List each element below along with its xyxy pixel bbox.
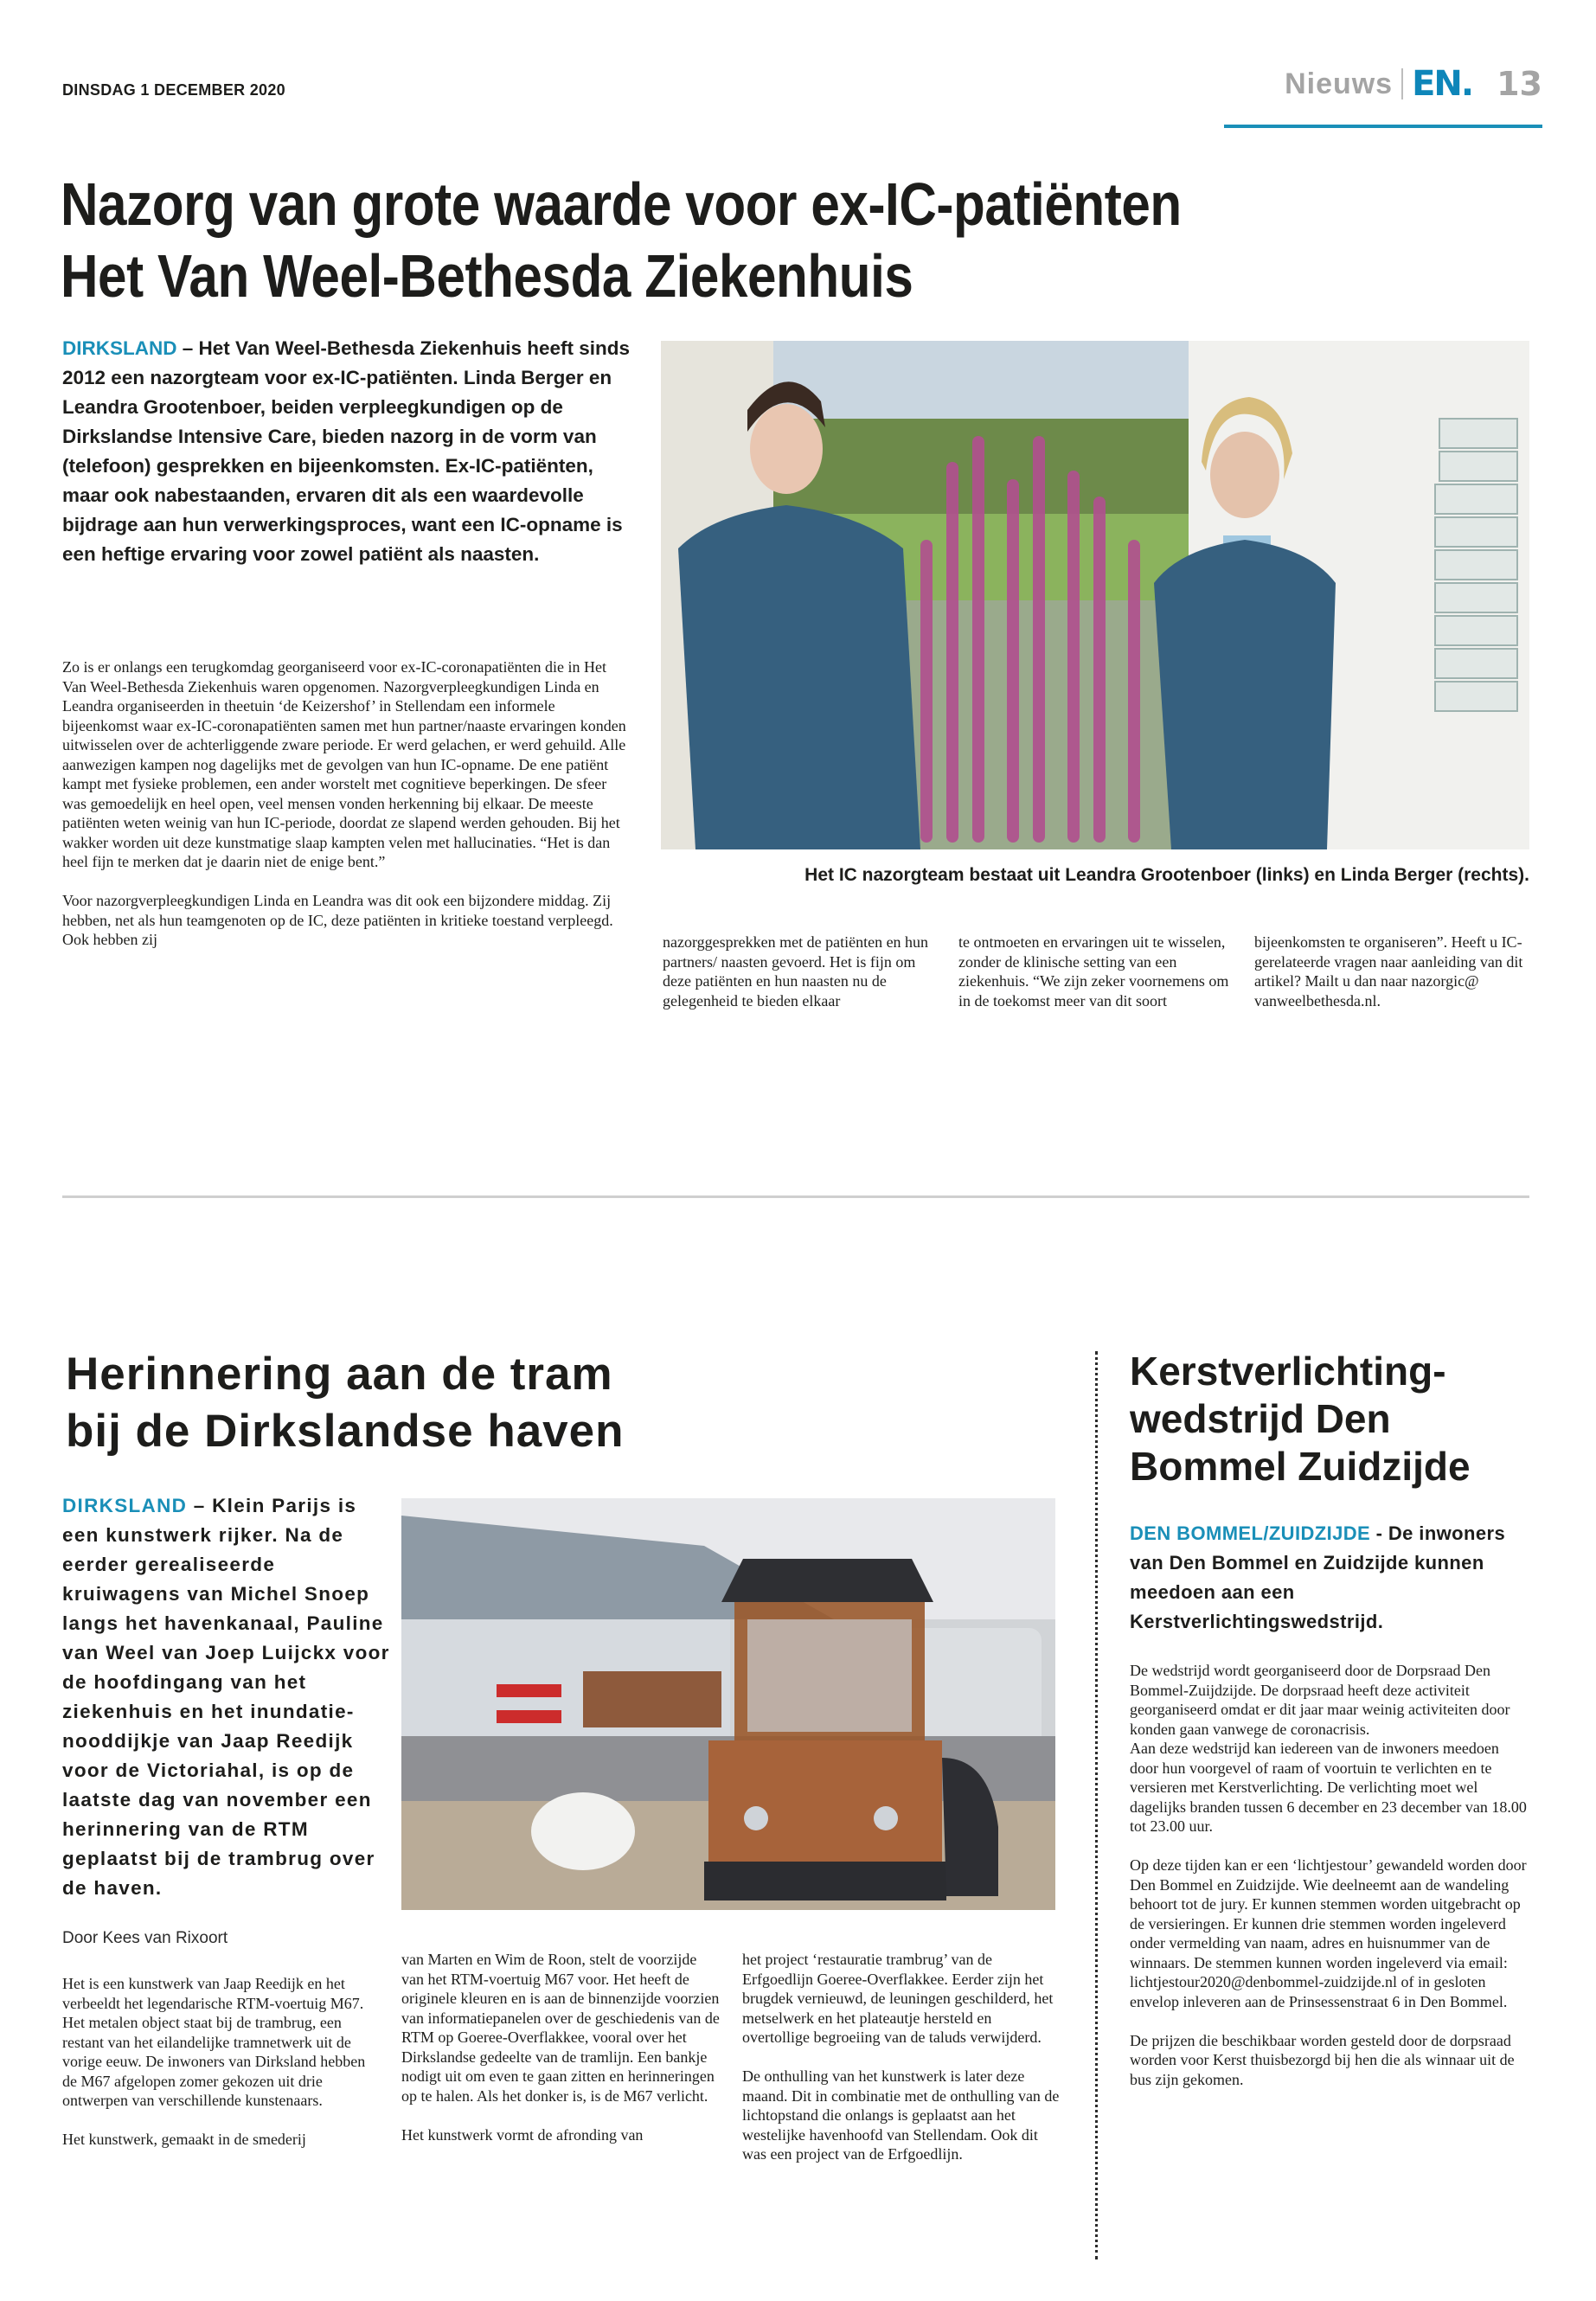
column-divider: [1095, 1351, 1098, 2259]
article2-body-col3: het project ‘restauratie trambrug’ van de Erfgoedlijn Goeree-Overflakkee. Eerder zijn het brugdek vernieuwd, de leuningen geschilderd, het metselwerk en het plateautje hersteld en overtollige begroeiing van de taluds verwijderd. De onthulling van het kunstwerk is later deze maand. Dit in combinatie met de onthulling van de lichtopstand die onlangs is geplaatst aan het westelijke havenhoofd van Stellendam. Ook dit was een project van de Erfgoedlijn.: [742, 1951, 1060, 2163]
article1-headline: Nazorg van grote waarde voor ex-IC-patiënten Het Van Weel-Bethesda Ziekenhuis: [61, 170, 1182, 310]
section-divider: [62, 1195, 1529, 1198]
dateline: DIRKSLAND: [62, 337, 177, 359]
article3-body: De wedstrijd wordt georganiseerd door de Dorpsraad Den Bommel-Zuijdzijde. De dorpsraad heeft deze activiteit georganiseerd omdat er dit jaar maar weinig activiteiten door konden gaan vanwege de coronacrisis. Aan deze wedstrijd kan iedereen van de inwoners meedoen door hun voorgevel of raam of voortuin te verlichten en te versieren met Kerstverlichting. De verlichting moet wel dagelijks branden tussen 6 december en 23 december van 18.00 tot 23.00 uur. Op deze tijden kan er een ‘lichtjestour’ gewandeld worden door Den Bommel en Zuidzijde. Wie deelneemt aan de wandeling behoort tot de jury. Er kunnen stemmen worden uitgebracht op de versieringen. Er kunnen drie stemmen worden ingeleverd onder vermelding van naam, adres en huisnummer van de winnaars. De stemmen kunnen worden ingeleverd via email: lichtjestour2020@denbommel-zuidzijde.nl of in gesloten envelop inleveren aan de Prinsessenstraat 6 in Den Bommel. De prijzen die beschikbaar worden gesteld door de dorpsraad worden voor Kerst thuisbezorgd bij hen die als winnaar uit de bus zijn gekomen.: [1130, 1662, 1527, 2088]
article2-headline: Herinnering aan de tram bij de Dirkslandse haven: [66, 1349, 625, 1457]
masthead: [1285, 64, 1542, 104]
masthead-separator: [1401, 68, 1403, 99]
photo-caption: Het IC nazorgteam bestaat uit Leandra Grootenboer (links) en Linda Berger (rechts).: [804, 865, 1529, 885]
issue-date: DINSDAG 1 DECEMBER 2020: [62, 81, 285, 99]
article3-headline: Kerstverlichting-wedstrijd Den Bommel Zuidzijde: [1130, 1349, 1471, 1489]
article2-lead: DIRKSLAND – Klein Parijs is een kunstwerk rijker. Na de eerder gerealiseerde kruiwagens van Michel Snoep langs het havenkanaal, Pauline van Weel van Joep Luijckx voor de hoofdingang van het ziekenhuis en het inundatie-nooddijkje van Jaap Reedijk voor de Victoriahal, is op de laatste dag van november een herinnering van de RTM geplaatst bij de trambrug over de haven.: [62, 1495, 390, 1899]
section-label: Nieuws: [1285, 67, 1394, 100]
page-number: 13: [1497, 65, 1542, 103]
dateline: DEN BOMMEL/ZUIDZIJDE: [1130, 1522, 1371, 1544]
article1-body-col1: Zo is er onlangs een terugkomdag georganiseerd voor ex-IC-coronapatiënten die in Het Van Weel-Bethesda Ziekenhuis waren opgenomen. Nazorgverpleegkundigen Linda en Leandra organiseerden in theetuin ‘de Keizershof’ in Stellendam een informele bijeenkomst waar ex-IC-coronapatiënten samen met hun partner/naaste ervaringen konden uitwisselen over de achterliggende zware periode. Er werd gelachen, er werd gehuild. Alle aanwezigen kampen nog dagelijks met de gevolgen van hun IC-opname. De ene patiënt kampt met fysieke problemen, een ander worstelt met cognitieve beperkingen. De sfeer was gemoedelijk en heel open, veel mensen vonden herkenning bij elkaar. De meeste patiënten weten weinig van hun IC-periode, doordat ze slapend werden gehouden. Bij het wakker worden uit deze kunstmatige slaap kampten velen met hallucinaties. “Het is dan heel fijn te merken dat je daarin niet de enige bent.” Voor nazorgverpleegkundigen Linda en Leandra was dit ook een bijzondere middag. Zij hebben, net als hun teamgenoten op de IC, deze patiënten in kritieke toestand verpleegd. Ook hebben zij: [62, 658, 626, 948]
dateline: DIRKSLAND: [62, 1495, 188, 1516]
nurses-photo: [661, 341, 1529, 849]
article1-lead: DIRKSLAND – Het Van Weel-Bethesda Ziekenhuis heeft sinds 2012 een nazorgteam voor ex-IC-patiënten. Linda Berger en Leandra Grootenboer, beiden verpleegkundigen op de Dirkslandse Intensive Care, bieden nazorg in de vorm van (telefoon) gesprekken en bijeenkomsten. Ex-IC-patiënten, maar ook nabestaanden, ervaren dit als een waardevolle bijdrage aan hun verwerkingsproces, want een IC-opname is een heftige ervaring voor zowel patiënt als naasten.: [62, 337, 630, 565]
tram-artwork-photo: [401, 1498, 1055, 1910]
article3-lead: DEN BOMMEL/ZUIDZIJDE - De inwoners van Den Bommel en Zuidzijde kunnen meedoen aan een Kerstverlichtingswedstrijd.: [1130, 1522, 1506, 1632]
article1-body-col4: bijeenkomsten te organiseren”. Heeft u IC-gerelateerde vragen naar aanleiding van dit artikel? Mailt u dan naar nazorgic@ vanweelbethesda.nl.: [1254, 933, 1523, 1009]
header-rule: [1224, 125, 1542, 128]
article1-body-col3: te ontmoeten en ervaringen uit te wisselen, zonder de klinische setting van een ziekenhuis. “We zijn zeker voornemens om in de toekomst meer van dit soort: [958, 933, 1229, 1009]
article2-body-col2: van Marten en Wim de Roon, stelt de voorzijde van het RTM-voertuig M67 voor. Het heeft de originele kleuren en is aan de binnenzijde voorzien van informatiepanelen over de geschiedenis van de RTM op Goeree-Overflakkee, vooral over het Dirkslandse gedeelte van de tramlijn. Een bankje nodigt uit om even te gaan zitten en herinneringen op te halen. Als het donker is, is de M67 verlicht. Het kunstwerk vormt de afronding van: [401, 1951, 720, 2144]
article1-body-col2: nazorggesprekken met de patiënten en hun partners/ naasten gevoerd. Het is fijn om deze patiënten en hun naasten nu de gelegenheid te bieden elkaar: [663, 933, 929, 1009]
article2-body-col1: Het is een kunstwerk van Jaap Reedijk en het verbeeldt het legendarische RTM-voertuig M67. Het metalen object staat bij de trambrug, een restant van het eilandelijke tramnetwerk uit de vorige eeuw. De inwoners van Dirksland hebben de M67 afgelopen zomer gekozen uit drie ontwerpen van verschillende kunstenaars. Het kunstwerk, gemaakt in de smederij: [62, 1975, 366, 2148]
newspaper-logo: EN.: [1412, 64, 1473, 104]
byline: Door Kees van Rixoort: [62, 1929, 228, 1947]
